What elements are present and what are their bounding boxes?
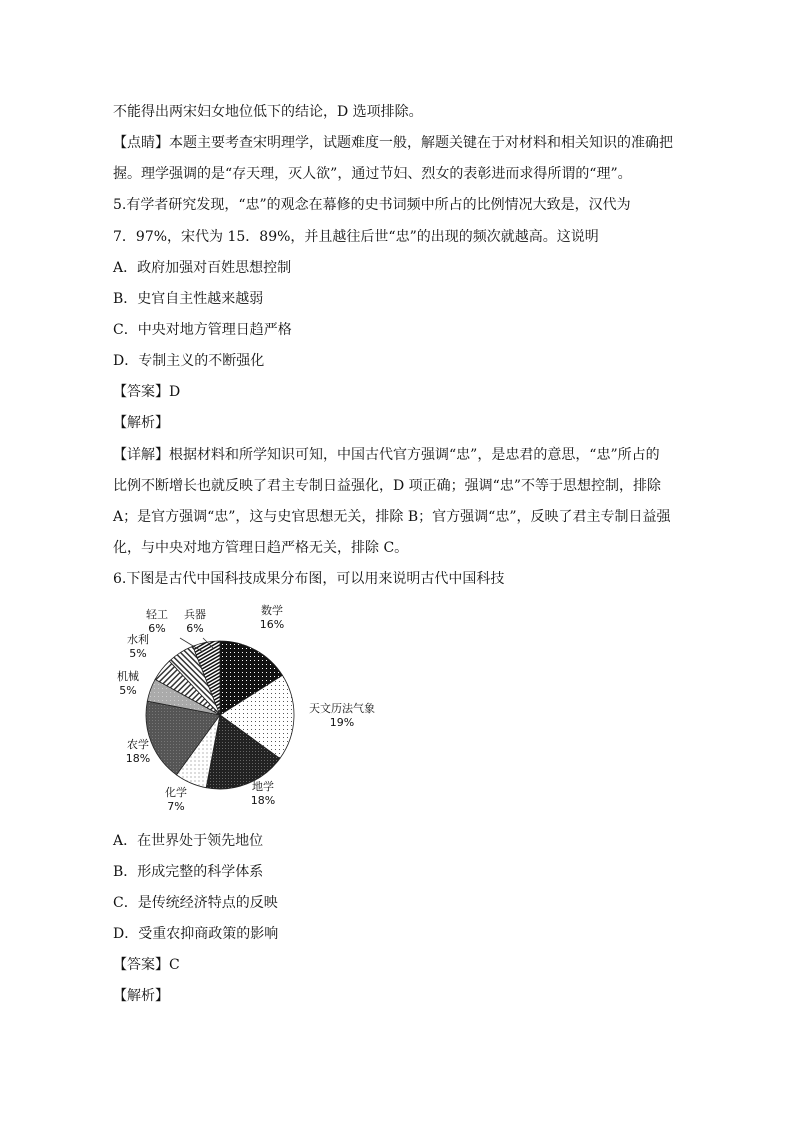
explanation-line: 比例不断增长也就反映了君主专制日益强化，D 项正确；强调“忠”不等于思想控制，排除 — [113, 478, 661, 494]
slice-percent-label: 6% — [148, 622, 166, 635]
slice-category-label: 地学 — [252, 780, 274, 793]
pie-chart — [110, 600, 410, 825]
slice-category-label: 轻工 — [146, 608, 168, 621]
text-line: 不能得出两宋妇女地位低下的结论，D 选项排除。 — [113, 104, 423, 120]
slice-percent-label: 19% — [329, 716, 355, 729]
option-c: C．中央对地方管理日趋严格 — [113, 322, 292, 338]
explanation-line: 化，与中央对地方管理日趋严格无关，排除 C。 — [113, 540, 409, 556]
analysis-label: 【解析】 — [113, 415, 169, 431]
slice-percent-label: 7% — [167, 800, 185, 813]
slice-percent-label: 18% — [125, 752, 151, 765]
question-6-stem: 6.下图是古代中国科技成果分布图，可以用来说明古代中国科技 — [113, 571, 505, 587]
slice-percent-label: 6% — [186, 622, 204, 635]
slice-category-label: 水利 — [127, 633, 149, 646]
slice-category-label: 化学 — [165, 786, 187, 799]
analysis-label: 【解析】 — [113, 988, 169, 1004]
slice-category-label: 兵器 — [184, 608, 206, 621]
explanation-line: 【详解】根据材料和所学知识可知，中国古代官方强调“忠”，是忠君的意思，“忠”所占的 — [113, 447, 660, 463]
answer-label: 【答案】D — [113, 384, 181, 400]
slice-category-label: 天文历法气象 — [309, 702, 375, 715]
slice-percent-label: 5% — [129, 647, 147, 660]
option-c: C．是传统经济特点的反映 — [113, 895, 278, 911]
option-b: B．形成完整的科学体系 — [113, 864, 264, 880]
slice-percent-label: 18% — [250, 794, 276, 807]
slice-percent-label: 16% — [259, 618, 285, 631]
slice-percent-label: 5% — [119, 684, 137, 697]
text-line: 【点睛】本题主要考查宋明理学，试题难度一般，解题关键在于对材料和相关知识的准确把 — [113, 135, 673, 151]
question-5-stem: 7．97%，宋代为 15．89%，并且越往后世“忠”的出现的频次就越高。这说明 — [113, 229, 599, 245]
option-b: B．史官自主性越来越弱 — [113, 291, 264, 307]
slice-category-label: 数学 — [261, 604, 283, 617]
slice-category-label: 农学 — [127, 738, 149, 751]
slice-category-label: 机械 — [117, 670, 139, 683]
option-d: D．受重农抑商政策的影响 — [113, 926, 279, 942]
option-d: D．专制主义的不断强化 — [113, 353, 265, 369]
answer-label: 【答案】C — [113, 957, 180, 973]
option-a: A．在世界处于领先地位 — [113, 833, 264, 849]
explanation-line: A；是官方强调“忠”，这与史官思想无关，排除 B；官方强调“忠”，反映了君主专制日益强 — [113, 509, 671, 525]
option-a: A．政府加强对百姓思想控制 — [113, 260, 292, 276]
text-line: 握。理学强调的是“存天理，灭人欲”，通过节妇、烈女的表彰进而求得所谓的“理”。 — [113, 166, 632, 182]
question-5-stem: 5.有学者研究发现，“忠”的观念在幕修的史书词频中所占的比例情况大致是，汉代为 — [113, 197, 631, 213]
